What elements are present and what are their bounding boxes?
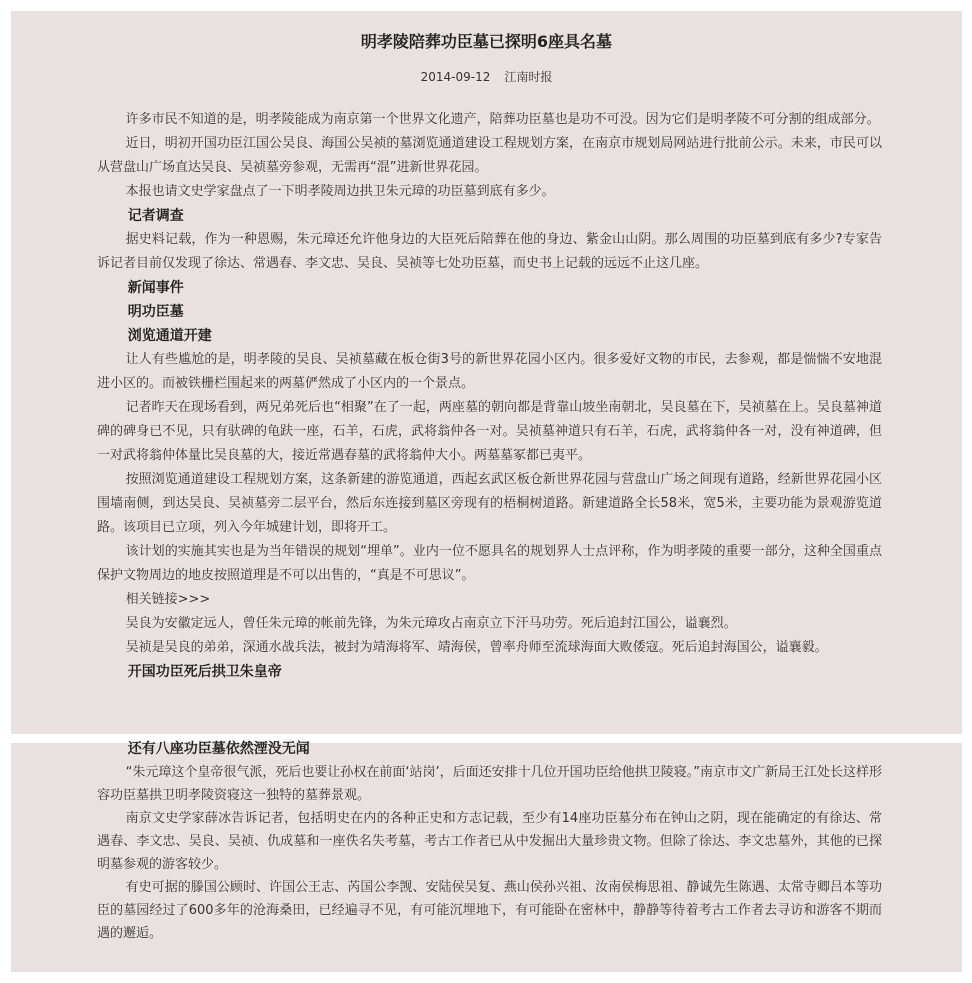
section-heading: 还有八座功臣墓依然湮没无闻 [127, 741, 310, 757]
section-heading: 浏览通道开建 [127, 328, 212, 344]
article-title: 明孝陵陪葬功臣墓已探明6座具名墓 [360, 32, 613, 51]
paragraph: 按照浏览通道建设工程规划方案，这条新建的游览通道，西起玄武区板仓新世界花园与营盘山广场之间现有道路，经新世界花园小区围墙南侧，到达吴良、吴祯墓旁二层平台，然后东连接到墓区旁现有的梧桐树道路。新建道路全长58米，宽5米，主要功能为景观游览道路。该项目已立项，列入今年城建计划，即将开工。 [97, 472, 882, 535]
section-heading: 新闻事件 [127, 280, 184, 296]
paragraph: 该计划的实施其实也是为当年错误的规划“埋单”。业内一位不愿具名的规划界人士点评称，作为明孝陵的重要一部分，这种全国重点保护文物周边的地皮按照道理是不可以出售的，“真是不可思议”。 [97, 544, 882, 583]
section-heading: 记者调查 [127, 208, 184, 224]
related-links-label: 相关链接>>> [125, 592, 211, 607]
article-body-bottom [97, 737, 882, 945]
article-panel-top [11, 11, 962, 734]
section-heading: 开国功臣死后拱卫朱皇帝 [127, 664, 282, 680]
article-source: 江南时报 [504, 70, 553, 84]
paragraph: 让人有些尴尬的是，明孝陵的吴良、吴祯墓藏在板仓街3号的新世界花园小区内。很多爱好文物的市民，去参观，都是惴惴不安地混进小区的。而被铁栅栏围起来的两墓俨然成了小区内的一个景点。 [97, 352, 882, 391]
paragraph: 本报也请文史学家盘点了一下明孝陵周边拱卫朱元璋的功臣墓到底有多少。 [125, 184, 555, 199]
paragraph: 吴祯是吴良的弟弟，深通水战兵法，被封为靖海将军、靖海侯，曾率舟师至流球海面大败倭寇。死后追封海国公，谥襄毅。 [125, 640, 828, 655]
article-panel-bottom [11, 743, 962, 972]
paragraph: “朱元璋这个皇帝很气派，死后也要让孙权在前面‘站岗’，后面还安排十几位开国功臣给他拱卫陵寝。”南京市文广新局王江处长这样形容功臣墓拱卫明孝陵资寝这一独特的墓葬景观。 [97, 765, 882, 803]
article-meta [11, 68, 962, 85]
section-heading: 明功臣墓 [127, 304, 184, 320]
paragraph: 记者昨天在现场看到，两兄弟死后也“相聚”在了一起，两座墓的朝向都是背靠山坡坐南朝北，吴良墓在下，吴祯墓在上。吴良墓神道碑的碑身已不见，只有驮碑的龟趺一座，石羊，石虎，武将翁仲各一对。吴祯墓神道只有石羊，石虎，武将翁仲各一对，没有神道碑，但一对武将翁仲体量比吴良墓的大，接近常遇春墓的武将翁仲大小。两墓墓冢都已夷平。 [97, 400, 882, 463]
paragraph: 有史可据的滕国公顾时、许国公王志、芮国公李觊、安陆侯吴复、燕山侯孙兴祖、汝南侯梅思祖、静诚先生陈遇、太常寺卿吕本等功臣的墓园经过了600多年的沧海桑田，已经遍寻不见，有可能沉埋地下，有可能卧在密林中，静静等待着考古工作者去寻访和游客不期而遇的邂逅。 [97, 880, 882, 941]
paragraph: 许多市民不知道的是，明孝陵能成为南京第一个世界文化遗产，陪葬功臣墓也是功不可没。因为它们是明孝陵不可分割的组成部分。 [125, 112, 880, 127]
paragraph: 南京文史学家薛冰告诉记者，包括明史在内的各种正史和方志记载，至少有14座功臣墓分布在钟山之阴，现在能确定的有徐达、常遇春、李文忠、吴良、吴祯、仇成墓和一座佚名失考墓，考古工作者已从中发掘出大量珍贵文物。但除了徐达、李文忠墓外，其他的已探明墓参观的游客较少。 [97, 811, 882, 872]
article-body-top [97, 108, 882, 684]
paragraph: 吴良为安徽定远人，曾任朱元璋的帐前先锋，为朱元璋攻占南京立下汗马功劳。死后追封江国公，谥襄烈。 [125, 616, 737, 631]
paragraph: 近日，明初开国功臣江国公吴良、海国公吴祯的墓浏览通道建设工程规划方案，在南京市规划局网站进行批前公示。未来，市民可以从营盘山广场直达吴良、吴祯墓旁参观，无需再“混”进新世界花园。 [97, 136, 882, 175]
publish-date: 2014-09-12 [420, 70, 491, 84]
paragraph: 据史料记载，作为一种恩赐，朱元璋还允许他身边的大臣死后陪葬在他的身边、紫金山山阴。那么周围的功臣墓到底有多少?专家告诉记者目前仅发现了徐达、常遇春、李文忠、吴良、吴祯等七处功臣墓，而史书上记载的远远不止这几座。 [97, 232, 882, 271]
